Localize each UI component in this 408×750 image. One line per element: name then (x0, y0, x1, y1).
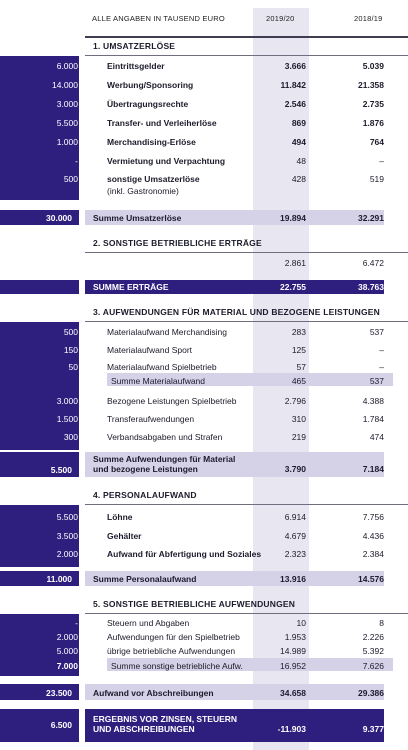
section-title-umsatzerloese: 1. UMSATZERLÖSE (93, 41, 176, 51)
column-header-2018-19: 2018/19 (354, 14, 383, 23)
divider (85, 36, 408, 38)
result-row-ebitda: 6.500 ERGEBNIS VOR ZINSEN, STEUERN UND ABSCHREIBUNGEN -11.903 9.377 (0, 709, 408, 742)
total-row-personal: 11.000 Summe Personalaufwand 13.916 14.576 (0, 571, 408, 586)
units-note: ALLE ANGABEN IN TAUSEND EURO (92, 14, 225, 23)
column-header-2019-20: 2019/20 (266, 14, 295, 23)
total-row-umsatzerloese: 30.000 Summe Umsatzerlöse 19.894 32.291 (0, 210, 408, 225)
section-title-material: 3. AUFWENDUNGEN FÜR MATERIAL UND BEZOGENE LEISTUNGEN (93, 307, 380, 317)
total-row-ertraege: SUMME ERTRÄGE 22.755 38.763 (0, 280, 408, 294)
total-row-material: 5.500 Summe Aufwendungen für Material und bezogene Leistungen 3.790 7.184 (0, 452, 408, 477)
divider (85, 55, 408, 56)
divider (85, 252, 408, 253)
total-row-vor-abschreibungen: 23.500 Aufwand vor Abschreibungen 34.658 29.386 (0, 684, 408, 700)
divider (85, 321, 408, 322)
section-title-personalaufwand: 4. PERSONALAUFWAND (93, 490, 197, 500)
section-title-sonstige-aufwendungen: 5. SONSTIGE BETRIEBLICHE AUFWENDUNGEN (93, 599, 296, 609)
divider (85, 613, 408, 614)
plan-sidebar-block (0, 322, 79, 450)
section-title-sonstige-ertraege: 2. SONSTIGE BETRIEBLICHE ERTRÄGE (93, 238, 262, 248)
divider (85, 504, 408, 505)
